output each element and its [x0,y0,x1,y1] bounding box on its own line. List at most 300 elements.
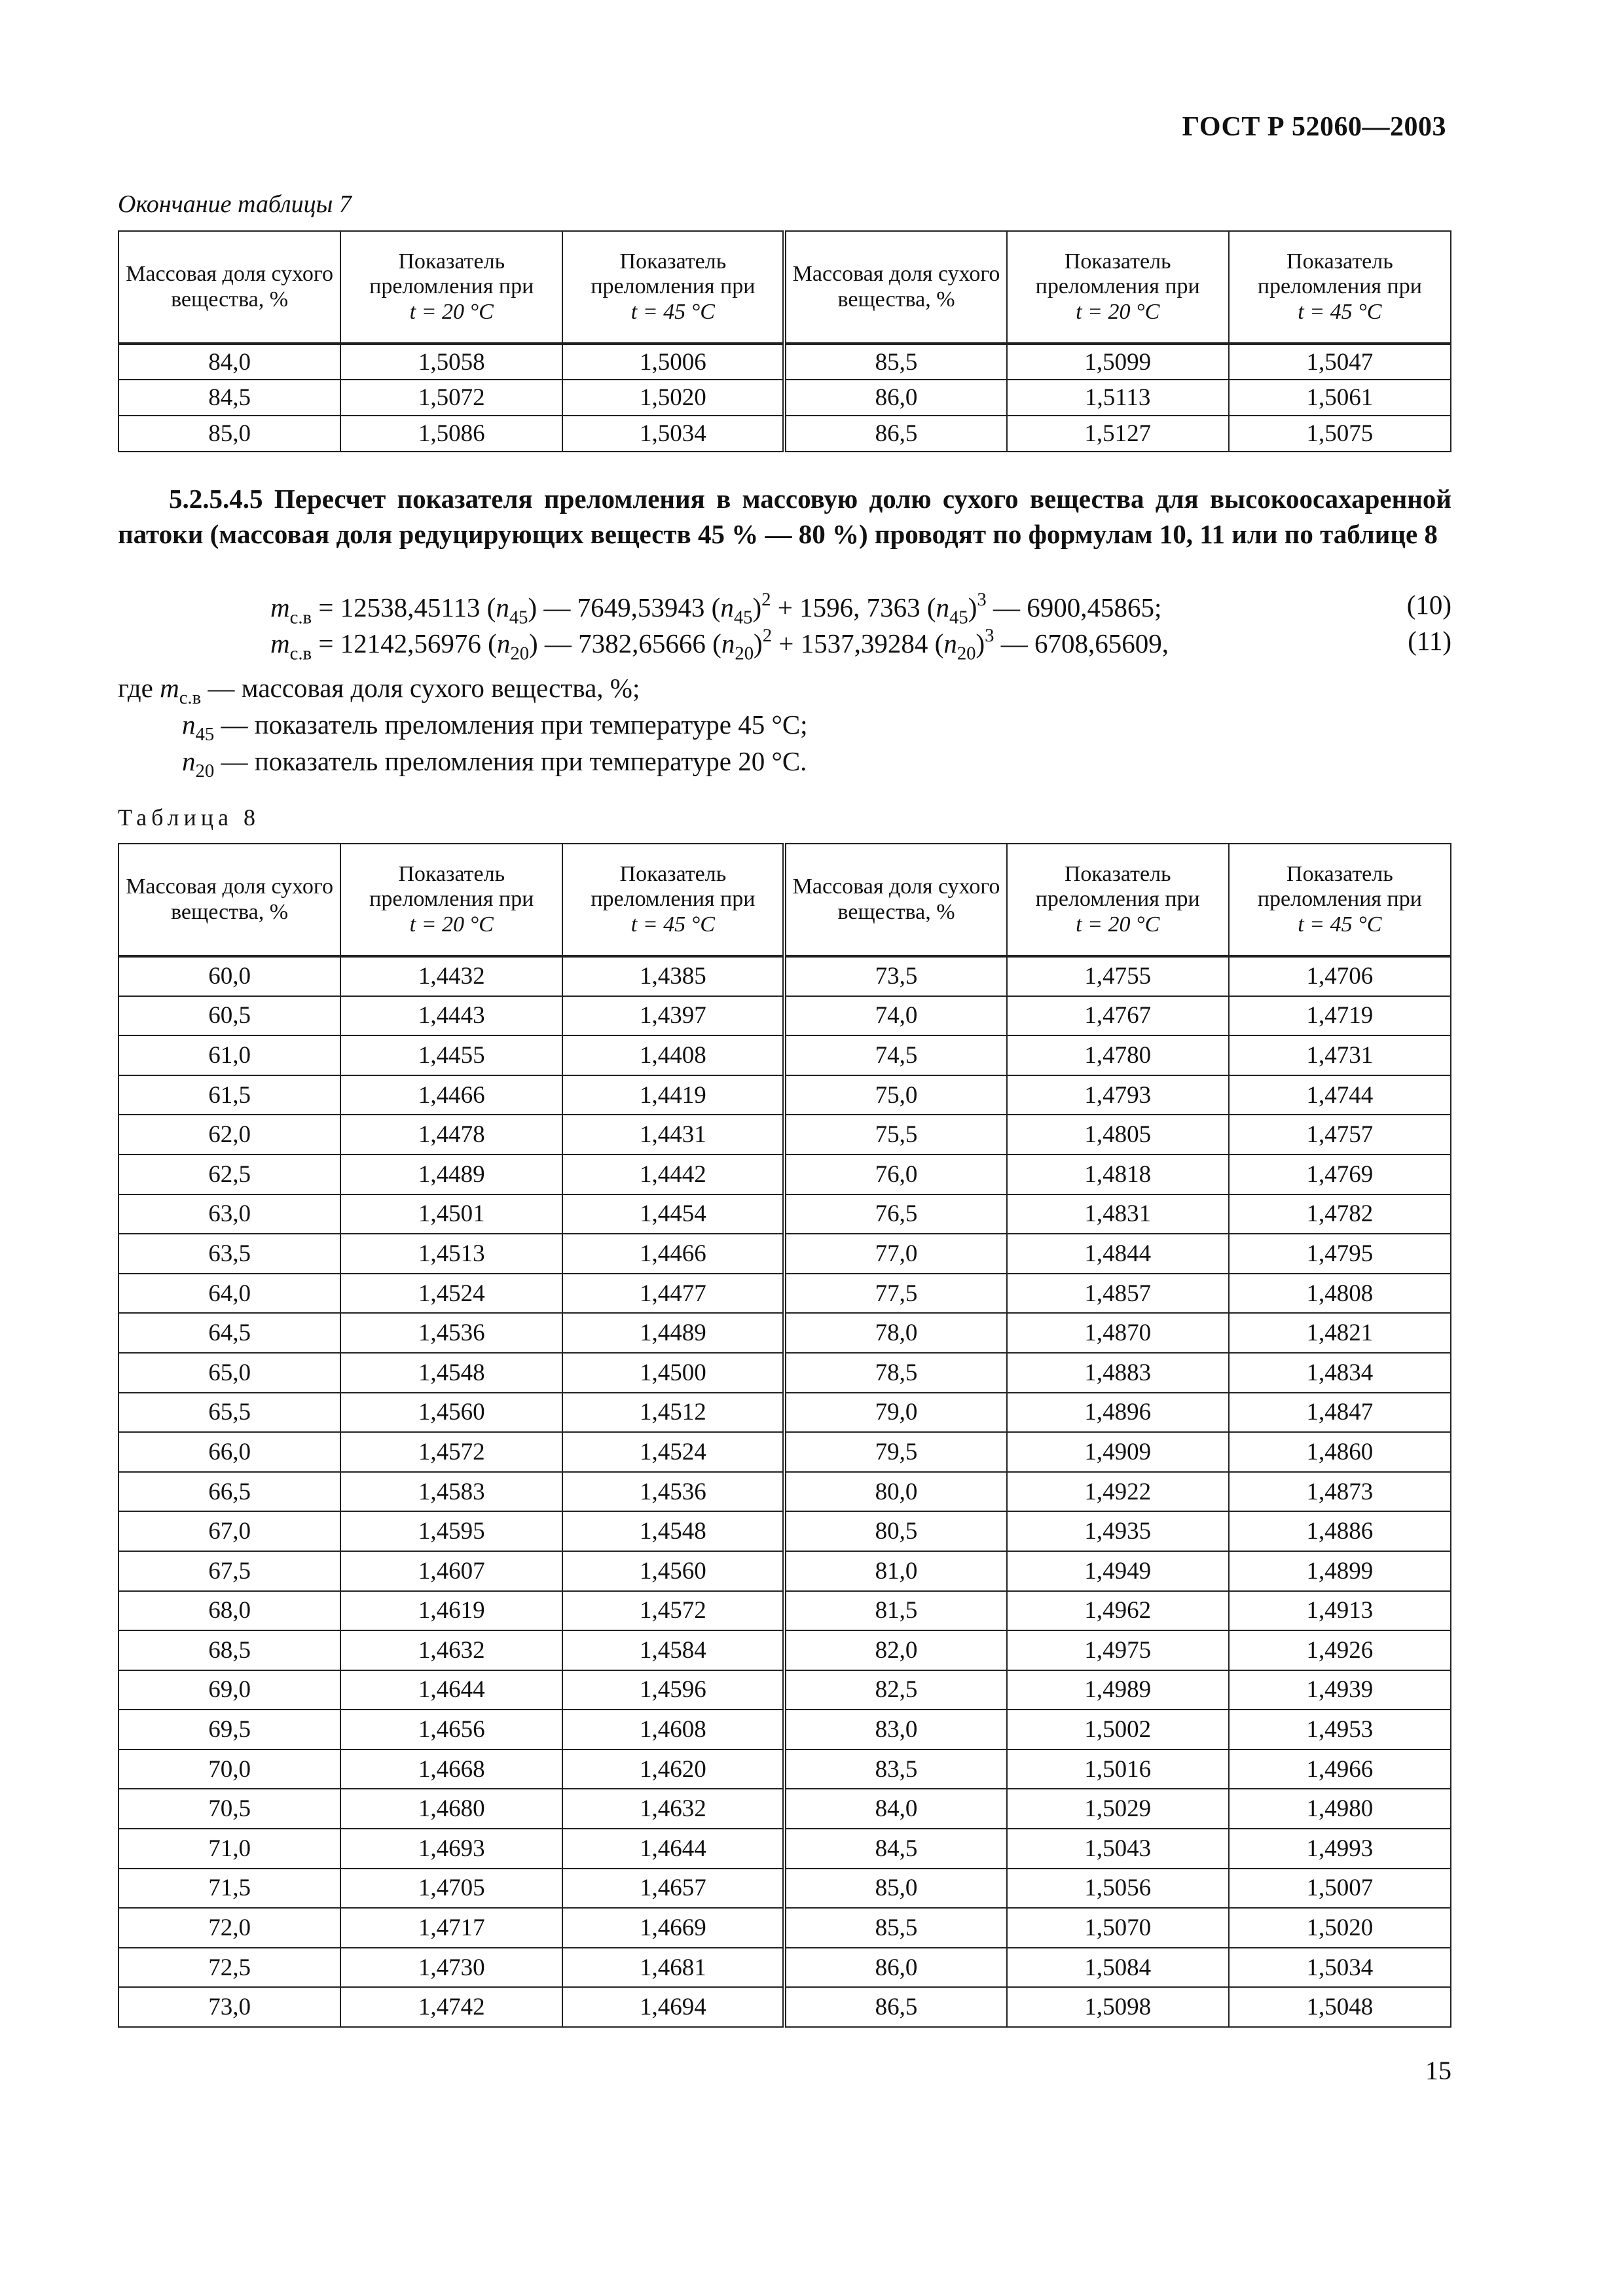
var: n [943,628,957,659]
table-cell: 60,0 [119,956,340,996]
header-condition: t = 45 °С [630,299,715,324]
table-cell: 69,0 [119,1670,340,1710]
table-cell: 1,4980 [1229,1789,1451,1829]
table-cell: 1,4975 [1007,1630,1229,1670]
definition-text: — массовая доля сухого вещества, %; [201,673,640,703]
table-cell: 80,0 [784,1472,1006,1512]
where-lead: где [118,673,153,703]
table-cell: 1,4782 [1229,1194,1451,1234]
table-cell: 1,5061 [1229,380,1451,416]
section-number: 5.2.5.4.5 [169,484,263,514]
table-cell: 1,5070 [1007,1908,1229,1948]
table-cell: 64,5 [119,1313,340,1353]
table-cell: 1,4993 [1229,1829,1451,1869]
table-cell: 71,5 [119,1869,340,1909]
table-cell: 84,5 [784,1829,1006,1869]
table-row [119,1551,1451,1591]
table-row [119,1393,1451,1433]
superscript: 3 [977,589,987,610]
table-row [119,1749,1451,1789]
superscript: 2 [761,589,771,610]
table-cell: 1,4694 [562,1987,784,2027]
table-cell: 1,4454 [562,1194,784,1234]
table-row [119,1472,1451,1512]
table-cell: 1,4953 [1229,1710,1451,1749]
formula-part: ) [976,628,985,659]
table-cell: 1,4419 [562,1075,784,1115]
table-cell: 1,4805 [1007,1115,1229,1155]
table-cell: 1,5075 [1229,416,1451,452]
table-cell: 1,4847 [1229,1393,1451,1433]
table-cell: 69,5 [119,1710,340,1749]
subscript: с.в [289,643,312,664]
var: n [182,709,196,740]
table-cell: 60,5 [119,996,340,1036]
header-title: Показатель преломления при [369,862,534,912]
table-row [119,1155,1451,1194]
table-row [119,1353,1451,1393]
table-cell: 84,0 [784,1789,1006,1829]
table-cell: 1,4431 [562,1115,784,1155]
table-cell: 70,0 [119,1749,340,1789]
table-cell: 1,4656 [340,1710,562,1749]
table-cell: 1,4584 [562,1630,784,1670]
table-cell: 1,5016 [1007,1749,1229,1789]
table7-caption: Окончание таблицы 7 [118,190,352,218]
table-cell: 1,4926 [1229,1630,1451,1670]
table-cell: 1,5007 [1229,1869,1451,1909]
header-title: Показатель преломления при [1257,249,1422,299]
formula-part: ) — 7649,53943 ( [528,592,721,623]
superscript: 3 [985,625,994,646]
page-number: 15 [1425,2056,1451,2085]
header-title: Показатель преломления при [369,249,534,299]
table-row [119,1948,1451,1988]
table-header-row [119,844,1451,956]
formula-number: (11) [1408,626,1451,656]
table-cell: 1,4466 [340,1075,562,1115]
table-row [119,1511,1451,1551]
subscript: 20 [195,761,215,782]
table-cell: 1,4693 [340,1829,562,1869]
table-cell: 85,0 [784,1869,1006,1909]
header-condition: t = 20 °С [1076,299,1160,324]
table-cell: 1,4834 [1229,1353,1451,1393]
var: m [270,628,290,659]
table-cell: 1,4489 [562,1313,784,1353]
var: n [496,628,511,659]
table-cell: 86,0 [784,1948,1006,1988]
var: m [270,592,290,623]
header-refractive-index-45 [562,844,784,956]
header-refractive-index-45 [1229,844,1451,956]
table-cell: 1,5047 [1229,344,1451,380]
subscript: 20 [957,643,976,664]
where-line [118,672,640,709]
subscript: 45 [509,607,528,628]
subscript: с.в [289,607,312,628]
table-cell: 1,4501 [340,1194,562,1234]
header-title: Показатель преломления при [591,862,756,912]
table-cell: 84,5 [119,380,340,416]
table-row [119,1194,1451,1234]
formula-number: (10) [1406,590,1451,620]
table-cell: 1,4873 [1229,1472,1451,1512]
table-cell: 1,4860 [1229,1432,1451,1472]
table-row [119,1591,1451,1631]
table-cell: 1,4619 [340,1591,562,1631]
table-cell: 76,0 [784,1155,1006,1194]
table-cell: 1,4780 [1007,1035,1229,1075]
table-cell: 1,4744 [1229,1075,1451,1115]
table-cell: 66,0 [119,1432,340,1472]
table-cell: 1,4524 [562,1432,784,1472]
table-cell: 1,4432 [340,956,562,996]
table-cell: 1,4477 [562,1274,784,1314]
header-title: Показатель преломления при [1257,862,1422,912]
header-title: Показатель преломления при [1035,249,1200,299]
table-cell: 67,5 [119,1551,340,1591]
table-cell: 75,0 [784,1075,1006,1115]
table-cell: 82,0 [784,1630,1006,1670]
table-cell: 1,4572 [562,1591,784,1631]
table-cell: 79,5 [784,1432,1006,1472]
var: n [496,592,509,623]
table-cell: 63,0 [119,1194,340,1234]
table-cell: 1,4966 [1229,1749,1451,1789]
table-cell: 78,0 [784,1313,1006,1353]
header-mass-fraction: Массовая доля сухого вещества, % [119,844,340,956]
table-cell: 1,5029 [1007,1789,1229,1829]
table-cell: 1,4644 [562,1829,784,1869]
var: m [160,673,179,703]
table8-body [119,956,1451,2027]
header-title: Показатель преломления при [591,249,756,299]
table-row [119,416,1451,452]
table-cell: 1,4680 [340,1789,562,1829]
header-refractive-index-20 [340,231,562,344]
table-cell: 72,0 [119,1908,340,1948]
header-condition: t = 45 °С [1298,912,1382,937]
formula-part: = 12142,56976 ( [312,628,497,659]
table-cell: 86,0 [784,380,1006,416]
table-cell: 73,5 [784,956,1006,996]
table-cell: 1,4443 [340,996,562,1036]
table-cell: 74,5 [784,1035,1006,1075]
table-cell: 65,5 [119,1393,340,1433]
header-condition: t = 45 °С [1298,299,1382,324]
table-cell: 1,4808 [1229,1274,1451,1314]
table-cell: 1,5058 [340,344,562,380]
var: n [182,746,196,776]
section-5-2-5-4-5 [118,481,1451,552]
table-cell: 1,4408 [562,1035,784,1075]
header-condition: t = 20 °С [409,299,494,324]
table-cell: 1,5043 [1007,1829,1229,1869]
table8-caption: Таблица 8 [118,804,260,831]
table-8 [118,843,1451,2028]
formula-11 [270,625,1169,664]
table-cell: 1,4883 [1007,1353,1229,1393]
header-mass-fraction: Массовая доля сухого вещества, % [784,844,1006,956]
table-row [119,996,1451,1036]
table-cell: 1,4769 [1229,1155,1451,1194]
formula-10 [270,589,1161,628]
table-cell: 1,4524 [340,1274,562,1314]
table-cell: 64,0 [119,1274,340,1314]
table-cell: 1,4922 [1007,1472,1229,1512]
table-cell: 71,0 [119,1829,340,1869]
subscript: 45 [949,607,968,628]
table-cell: 83,0 [784,1710,1006,1749]
table-row [119,1313,1451,1353]
table-cell: 1,4681 [562,1948,784,1988]
table-cell: 1,4989 [1007,1670,1229,1710]
table-cell: 1,4478 [340,1115,562,1155]
var: n [936,592,950,623]
table-row [119,1035,1451,1075]
table-cell: 76,5 [784,1194,1006,1234]
table-row [119,1115,1451,1155]
table-cell: 1,4385 [562,956,784,996]
table-row [119,1234,1451,1274]
table-cell: 85,5 [784,344,1006,380]
formula-part: + 1537,39284 ( [772,628,944,659]
table-cell: 1,4595 [340,1511,562,1551]
table-row [119,1987,1451,2027]
table-row [119,1829,1451,1869]
header-mass-fraction: Массовая доля сухого вещества, % [784,231,1006,344]
where-line [182,745,807,782]
table-row [119,344,1451,380]
header-refractive-index-20 [340,844,562,956]
section-text: Пересчет показателя преломления в массовую долю сухого вещества для высокоосахаренной патоки (массовая доля редуцирующих веществ 45 % — 80 %) проводят по формулам 10, 11 или по таблице 8 [118,484,1451,549]
table-cell: 1,4560 [340,1393,562,1433]
table-cell: 1,4548 [340,1353,562,1393]
table-cell: 1,4397 [562,996,784,1036]
where-line [182,709,808,745]
table-cell: 61,5 [119,1075,340,1115]
table-row [119,1789,1451,1829]
table-cell: 1,5127 [1007,416,1229,452]
table-cell: 1,5034 [562,416,784,452]
table-cell: 1,5020 [1229,1908,1451,1948]
table-cell: 1,5086 [340,416,562,452]
table-cell: 65,0 [119,1353,340,1393]
table-cell: 1,4857 [1007,1274,1229,1314]
subscript: 45 [733,607,753,628]
table-cell: 1,5048 [1229,1987,1451,2027]
table-cell: 78,5 [784,1353,1006,1393]
formula-part: ) [754,628,763,659]
superscript: 2 [762,625,773,646]
table-cell: 1,4466 [562,1234,784,1274]
table-cell: 1,4818 [1007,1155,1229,1194]
table-cell: 1,4913 [1229,1591,1451,1631]
table-cell: 1,4644 [340,1670,562,1710]
table-cell: 1,4512 [562,1393,784,1433]
table-cell: 72,5 [119,1948,340,1988]
table-cell: 1,4455 [340,1035,562,1075]
table-cell: 1,4717 [340,1908,562,1948]
table-cell: 1,4844 [1007,1234,1229,1274]
table-cell: 77,0 [784,1234,1006,1274]
table-cell: 1,4548 [562,1511,784,1551]
table-cell: 77,5 [784,1274,1006,1314]
table-cell: 1,4730 [340,1948,562,1988]
definition-text: — показатель преломления при температуре 20 °С. [214,746,807,776]
table-cell: 66,5 [119,1472,340,1512]
formula-part: ) [968,592,977,623]
table-cell: 1,4896 [1007,1393,1229,1433]
table-cell: 1,4755 [1007,956,1229,996]
table-cell: 1,4949 [1007,1551,1229,1591]
table-cell: 1,4632 [340,1630,562,1670]
table-cell: 1,5098 [1007,1987,1229,2027]
subscript: 20 [510,643,530,664]
formula-part: — 6900,45865; [986,592,1162,623]
table-cell: 81,0 [784,1551,1006,1591]
header-refractive-index-20 [1007,231,1229,344]
table-cell: 1,5084 [1007,1948,1229,1988]
table7-body [119,344,1451,452]
header-refractive-index-45 [1229,231,1451,344]
table-cell: 1,4757 [1229,1115,1451,1155]
table-cell: 70,5 [119,1789,340,1829]
header-condition: t = 20 °С [409,912,494,937]
table-cell: 1,4731 [1229,1035,1451,1075]
formula-part: ) — 7382,65666 ( [529,628,721,659]
table-cell: 73,0 [119,1987,340,2027]
table-cell: 63,5 [119,1234,340,1274]
table-cell: 1,4500 [562,1353,784,1393]
table-cell: 1,5113 [1007,380,1229,416]
table-cell: 1,4442 [562,1155,784,1194]
table-cell: 68,5 [119,1630,340,1670]
table-cell: 1,4821 [1229,1313,1451,1353]
table-cell: 1,4536 [340,1313,562,1353]
table-cell: 1,4909 [1007,1432,1229,1472]
header-title: Показатель преломления при [1035,862,1200,912]
table-row [119,956,1451,996]
table-row [119,1274,1451,1314]
table-cell: 1,5072 [340,380,562,416]
table-cell: 1,4657 [562,1869,784,1909]
table-cell: 67,0 [119,1511,340,1551]
table-cell: 1,4560 [562,1551,784,1591]
table-cell: 1,5034 [1229,1948,1451,1988]
table-cell: 75,5 [784,1115,1006,1155]
formula-part: = 12538,45113 ( [312,592,496,623]
table-cell: 1,4719 [1229,996,1451,1036]
table-row [119,1670,1451,1710]
table-cell: 1,4607 [340,1551,562,1591]
table-cell: 1,4513 [340,1234,562,1274]
subscript: 20 [735,643,754,664]
document-code: ГОСТ Р 52060—2003 [1182,112,1446,142]
table-cell: 1,4870 [1007,1313,1229,1353]
table-cell: 82,5 [784,1670,1006,1710]
header-mass-fraction: Массовая доля сухого вещества, % [119,231,340,344]
table-cell: 81,5 [784,1591,1006,1631]
table-cell: 86,5 [784,416,1006,452]
table-cell: 1,5056 [1007,1869,1229,1909]
table-cell: 1,4742 [340,1987,562,2027]
table-cell: 62,5 [119,1155,340,1194]
table-cell: 86,5 [784,1987,1006,2027]
table-row [119,1630,1451,1670]
formula-part: + 1596, 7363 ( [771,592,936,623]
header-refractive-index-45 [562,231,784,344]
table-header-row [119,231,1451,344]
table-cell: 68,0 [119,1591,340,1631]
table-cell: 1,4608 [562,1710,784,1749]
table-cell: 74,0 [784,996,1006,1036]
table-cell: 1,4795 [1229,1234,1451,1274]
table-cell: 1,4596 [562,1670,784,1710]
table-cell: 84,0 [119,344,340,380]
header-refractive-index-20 [1007,844,1229,956]
table-cell: 1,4935 [1007,1511,1229,1551]
definition-text: — показатель преломления при температуре 45 °С; [214,709,808,740]
var: n [720,592,734,623]
table-7 [118,230,1451,452]
table-cell: 1,4668 [340,1749,562,1789]
table-cell: 1,4886 [1229,1511,1451,1551]
header-condition: t = 45 °С [630,912,715,937]
table-cell: 1,4489 [340,1155,562,1194]
table-cell: 85,0 [119,416,340,452]
table-cell: 1,4583 [340,1472,562,1512]
subscript: 45 [195,724,215,745]
table-cell: 1,4767 [1007,996,1229,1036]
table-row [119,380,1451,416]
var: n [721,628,735,659]
table-cell: 1,4831 [1007,1194,1229,1234]
table-cell: 1,4793 [1007,1075,1229,1115]
table-cell: 83,5 [784,1749,1006,1789]
table-cell: 1,4669 [562,1908,784,1948]
table-row [119,1710,1451,1749]
table-cell: 80,5 [784,1511,1006,1551]
table-cell: 1,5006 [562,344,784,380]
header-condition: t = 20 °С [1076,912,1160,937]
table-cell: 1,4632 [562,1789,784,1829]
subscript: с.в [179,687,202,709]
table-cell: 1,4536 [562,1472,784,1512]
formula-part: — 6708,65609, [994,628,1169,659]
table-row [119,1869,1451,1909]
table-cell: 62,0 [119,1115,340,1155]
table-cell: 1,5099 [1007,344,1229,380]
table-cell: 61,0 [119,1035,340,1075]
table-cell: 85,5 [784,1908,1006,1948]
table-cell: 1,4962 [1007,1591,1229,1631]
table-row [119,1908,1451,1948]
table-cell: 1,5002 [1007,1710,1229,1749]
table-cell: 1,4705 [340,1869,562,1909]
table-cell: 1,4572 [340,1432,562,1472]
table-cell: 1,4899 [1229,1551,1451,1591]
table-cell: 1,5020 [562,380,784,416]
table-row [119,1075,1451,1115]
formula-part: ) [752,592,762,623]
table-cell: 1,4939 [1229,1670,1451,1710]
table-cell: 1,4620 [562,1749,784,1789]
table-row [119,1432,1451,1472]
table-cell: 1,4706 [1229,956,1451,996]
table-cell: 79,0 [784,1393,1006,1433]
